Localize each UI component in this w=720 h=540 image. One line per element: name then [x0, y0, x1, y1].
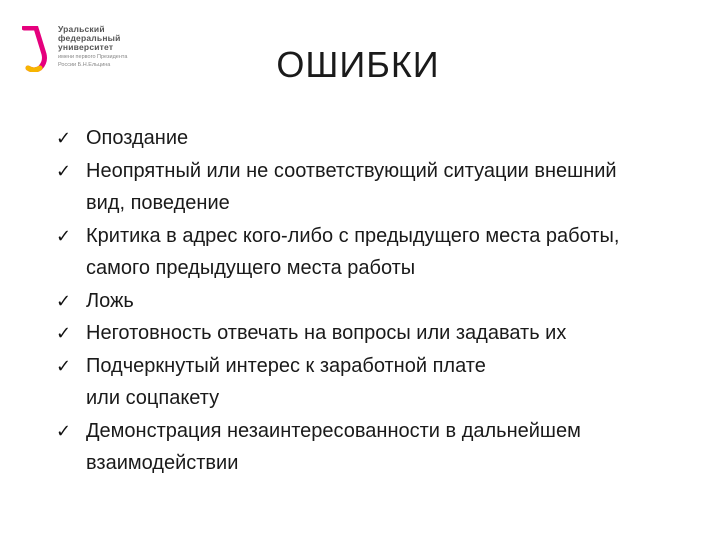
- list-item: [56, 350, 696, 415]
- mistakes-list: [56, 122, 696, 480]
- checkmark-icon: ✓: [56, 128, 72, 148]
- checkmark-icon: ✓: [56, 355, 72, 376]
- list-item: [56, 155, 696, 220]
- list-item: [56, 122, 696, 155]
- list-item: [56, 415, 696, 480]
- checkmark-icon: ✓: [56, 225, 72, 246]
- list-item: [56, 220, 696, 285]
- logo-line-1: Уральский: [58, 24, 105, 34]
- list-item-text: Подчеркнутый интерес к заработной плате: [86, 354, 486, 377]
- list-item-text: Неготовность отвечать на вопросы или задавать их: [86, 322, 567, 344]
- list-item: [56, 317, 696, 350]
- list-item-text: Ложь: [86, 289, 134, 312]
- list-item-text: Демонстрация незаинтересованности в дальнейшем: [86, 419, 581, 442]
- logo-line-3: университет: [58, 42, 114, 52]
- checkmark-icon: ✓: [56, 160, 72, 181]
- slide-title: [0, 44, 720, 86]
- list-item-text: Неопрятный или не соответствующий ситуации внешний: [86, 159, 617, 182]
- list-item: [56, 285, 696, 318]
- checkmark-icon: ✓: [56, 420, 72, 441]
- list-item-text: самого предыдущего места работы: [86, 257, 416, 279]
- list-item-text: вид, поведение: [86, 192, 230, 214]
- list-item-text: взаимодействии: [86, 452, 239, 474]
- checkmark-icon: ✓: [56, 290, 72, 311]
- logo-line-2: федеральный: [58, 33, 121, 43]
- logo-subline-1: имени первого Президента: [58, 54, 128, 60]
- checkmark-icon: ✓: [56, 323, 72, 343]
- logo-subline-2: России Б.Н.Ельцина: [58, 62, 111, 68]
- slide-title-text: ОШИБКИ: [276, 44, 440, 85]
- list-item-text: или соцпакету: [86, 387, 220, 409]
- list-item-text: Критика в адрес кого-либо с предыдущего места работы,: [86, 224, 620, 247]
- list-item-text: Опоздание: [86, 127, 189, 149]
